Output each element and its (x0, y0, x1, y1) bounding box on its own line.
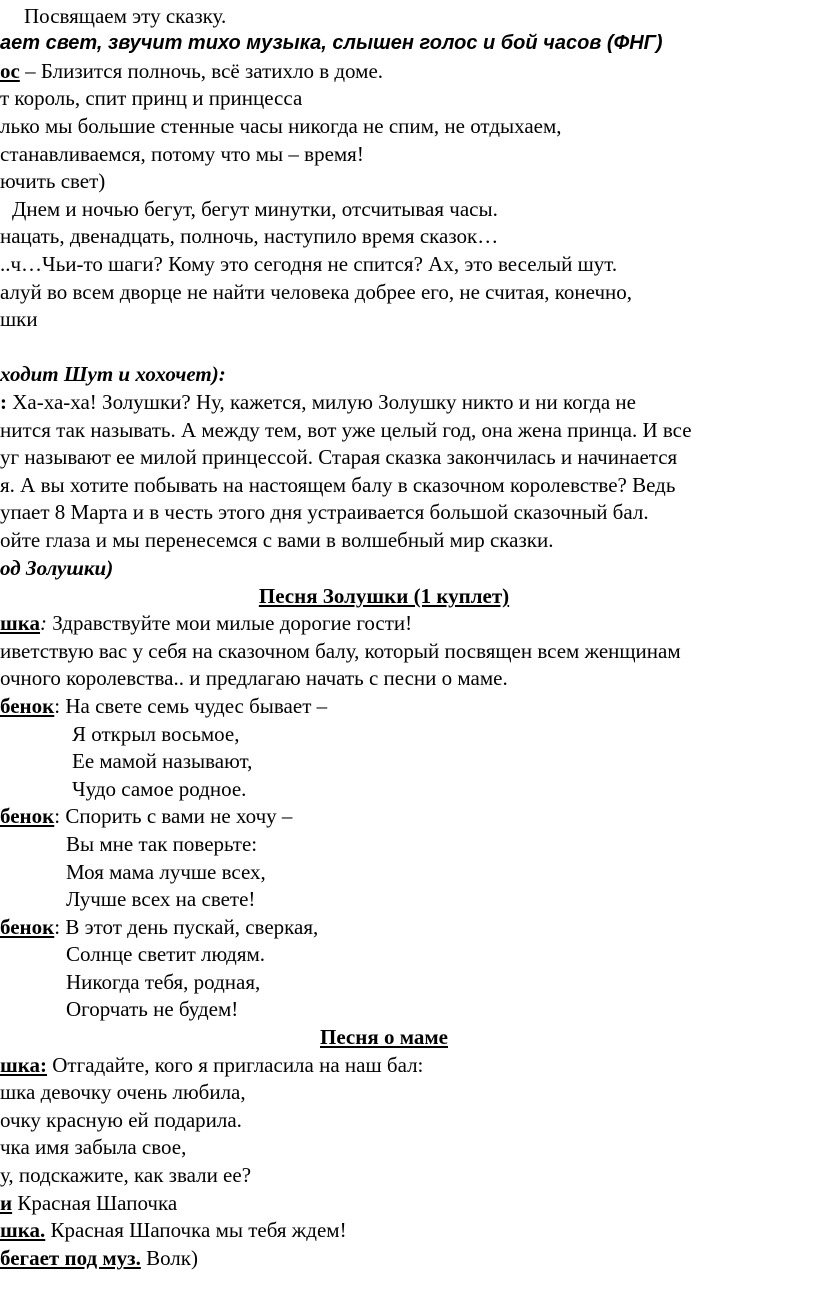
line-text: у, подскажите, как звали ее? (0, 1163, 252, 1187)
speaker-colon: : (54, 804, 61, 828)
line-text: уг называют ее милой принцессой. Старая сказка закончилась и начинается (0, 445, 678, 469)
text-line (0, 417, 692, 443)
line-text: Солнце светит людям. (66, 942, 266, 966)
line-text: шки (0, 307, 38, 331)
speech-line (0, 58, 383, 84)
song-title (0, 1024, 768, 1050)
text-line (24, 3, 226, 29)
poem-line (66, 941, 265, 967)
line-text: Днем и ночью бегут, бегут минутки, отсчитывая часы. (12, 197, 498, 221)
line-text: ходит Шут и хохочет): (0, 362, 226, 386)
line-text: иветствую вас у себя на сказочном балу, который посвящен всем женщинам (0, 639, 681, 663)
speaker-label: бенок (0, 694, 55, 718)
speaker-label: и (0, 1191, 13, 1215)
speech-line (0, 610, 412, 636)
poem-line (66, 859, 266, 885)
speech-line (0, 1190, 177, 1216)
text-line (0, 85, 302, 111)
line-text: упает 8 Марта и в честь этого дня устраивается большой сказочный бал. (0, 500, 649, 524)
poem-line (72, 776, 246, 802)
speech-line (0, 1217, 347, 1243)
line-text: очку красную ей подарила. (0, 1108, 242, 1132)
line-text: Моя мама лучше всех, (66, 860, 266, 884)
text-line (0, 223, 498, 249)
speaker-label: бенок (0, 915, 55, 939)
line-text: лько мы большие стенные часы никогда не спим, не отдыхаем, (0, 114, 562, 138)
text-line (0, 1107, 242, 1133)
line-text: чка имя забыла свое, (0, 1135, 187, 1159)
line-text: од Золушки) (0, 556, 114, 580)
text-line (0, 638, 681, 664)
text-line (0, 472, 675, 498)
line-text: Чудо самое родное. (72, 777, 247, 801)
line-text: Песня о маме (320, 1025, 448, 1049)
line-text: Вы мне так поверьте: (66, 832, 258, 856)
text-line (0, 1079, 246, 1105)
poem-line (66, 831, 257, 857)
line-text: Отгадайте, кого я пригласила на наш бал: (52, 1053, 424, 1077)
line-text: Волк) (146, 1246, 198, 1270)
poem-line (72, 721, 240, 747)
line-text: В этот день пускай, сверкая, (65, 915, 319, 939)
line-text: нацать, двенадцать, полночь, наступило время сказок… (0, 224, 499, 248)
poem-line (66, 996, 238, 1022)
text-line (0, 499, 649, 525)
speech-line (0, 389, 636, 415)
poem-line (72, 748, 252, 774)
speaker-colon: : (40, 611, 48, 635)
text-line (0, 113, 562, 139)
text-line (12, 196, 498, 222)
line-text: очного королевства.. и предлагаю начать с песни о маме. (0, 666, 508, 690)
line-text: алуй во всем дворце не найти человека добрее его, не считая, конечно, (0, 280, 633, 304)
speech-line (0, 914, 318, 940)
speaker-label: шка. (0, 1218, 46, 1242)
text-line (0, 306, 38, 332)
line-text: ючить свет) (0, 169, 106, 193)
text-line (0, 251, 617, 277)
line-text: ает свет, звучит тихо музыка, слышен голос и бой часов (ФНГ) (0, 32, 663, 54)
line-text: Здравствуйте мои милые дорогие гости! (52, 611, 413, 635)
text-line (0, 527, 553, 553)
text-line (0, 279, 632, 305)
line-text: нится так называть. А между тем, вот уже целый год, она жена принца. И все (0, 418, 692, 442)
line-text: Песня Золушки (1 куплет) (258, 584, 510, 608)
speaker-colon: : (54, 915, 61, 939)
line-text: Лучше всех на свете! (66, 887, 256, 911)
line-text: Ее мамой называют, (72, 749, 253, 773)
stage-direction (0, 555, 113, 581)
line-text: ойте глаза и мы перенесемся с вами в волшебный мир сказки. (0, 528, 554, 552)
line-text: Ха-ха-ха! Золушки? Ну, кажется, милую Золушку никто и ни когда не (12, 390, 636, 414)
line-text: станавливаемся, потому что мы – время! (0, 142, 364, 166)
speaker-label: бегает под муз. (0, 1246, 141, 1270)
line-text: Красная Шапочка (17, 1191, 178, 1215)
line-text: На свете семь чудес бывает – (65, 694, 328, 718)
speaker-label: шка (0, 611, 41, 635)
speaker-label: шка: (0, 1053, 48, 1077)
line-text: я. А вы хотите побывать на настоящем балу в сказочном королевстве? Ведь (0, 473, 676, 497)
line-text: – Близится полночь, всё затихло в доме. (25, 59, 384, 83)
line-text: Огорчать не будем! (66, 997, 239, 1021)
speech-line (0, 693, 327, 719)
speaker-label: : (0, 390, 7, 414)
text-line (0, 444, 677, 470)
line-text: Никогда тебя, родная, (66, 970, 261, 994)
speech-line (0, 803, 292, 829)
line-text: Спорить с вами не хочу – (65, 804, 293, 828)
line-text: Посвящаем эту сказку. (24, 4, 227, 28)
text-line (0, 1134, 186, 1160)
line-text: шка девочку очень любила, (0, 1080, 246, 1104)
stage-direction (0, 1245, 198, 1271)
line-text: ..ч…Чьи-то шаги? Кому это сегодня не спится? Ах, это веселый шут. (0, 252, 618, 276)
speaker-label: бенок (0, 804, 55, 828)
text-line (0, 141, 364, 167)
poem-line (66, 886, 255, 912)
line-text: Я открыл восьмое, (72, 722, 240, 746)
text-line (0, 168, 105, 194)
speaker-colon: : (54, 694, 61, 718)
line-text: т король, спит принц и принцесса (0, 86, 303, 110)
text-line (0, 1162, 251, 1188)
text-line (0, 665, 508, 691)
speaker-label: ос (0, 59, 20, 83)
stage-direction (0, 361, 226, 387)
song-title (0, 583, 768, 609)
line-text: Красная Шапочка мы тебя ждем! (50, 1218, 347, 1242)
speech-line (0, 1052, 423, 1078)
stage-direction (0, 30, 663, 56)
poem-line (66, 969, 260, 995)
